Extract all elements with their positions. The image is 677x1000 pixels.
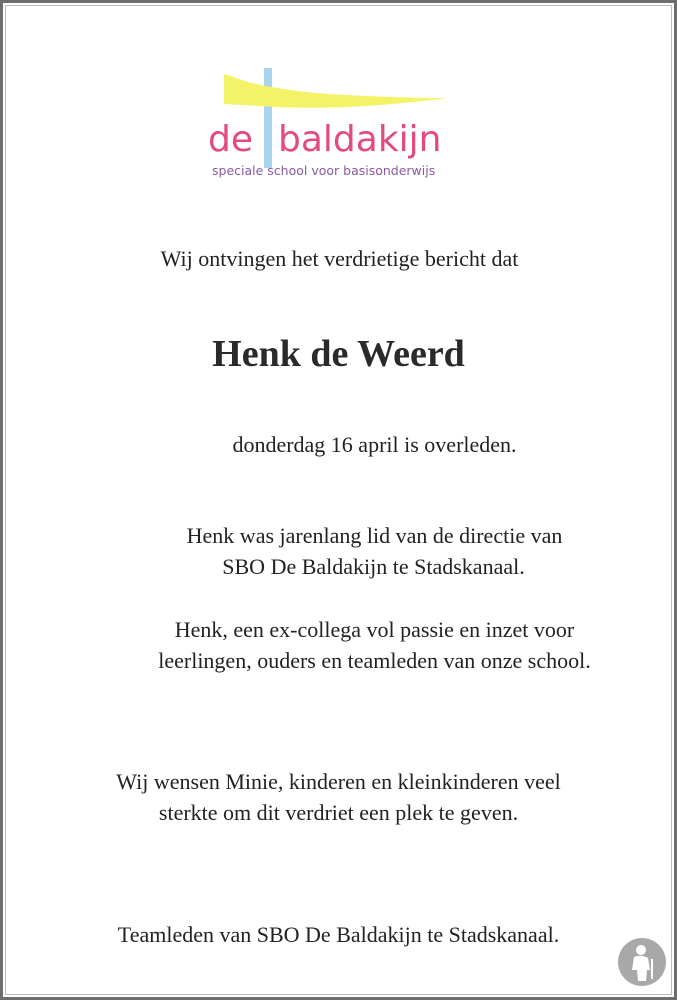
para1-line1: Henk was jarenlang lid van de directie van (186, 523, 563, 548)
para3-line1: Wij wensen Minie, kinderen en kleinkinderen veel (116, 769, 561, 794)
para2-line2: leerlingen, ouders en teamleden van onze school. (158, 648, 591, 673)
logo-subtitle: speciale school voor basisonderwijs (212, 163, 436, 178)
intro-line: Wij ontvingen het verdrietige bericht dat (160, 246, 519, 271)
logo-blue-post (264, 68, 272, 168)
school-logo (208, 68, 478, 183)
logo-yellow-canopy (224, 74, 448, 108)
date-line: donderdag 16 april is overleden. (232, 432, 517, 457)
para2-line1: Henk, een ex-collega vol passie en inzet voor (174, 617, 575, 642)
logo-word-de: de (208, 119, 253, 160)
para3-line2: sterkte om dit verdriet een plek te geven. (158, 800, 519, 825)
para1-line2: SBO De Baldakijn te Stadskanaal. (222, 554, 525, 579)
logo-word-baldakijn: baldakijn (278, 119, 442, 160)
signature-line: Teamleden van SBO De Baldakijn te Stadskanaal. (117, 922, 560, 947)
deceased-name: Henk de Weerd (212, 333, 465, 375)
mourning-figure-icon (617, 937, 667, 987)
